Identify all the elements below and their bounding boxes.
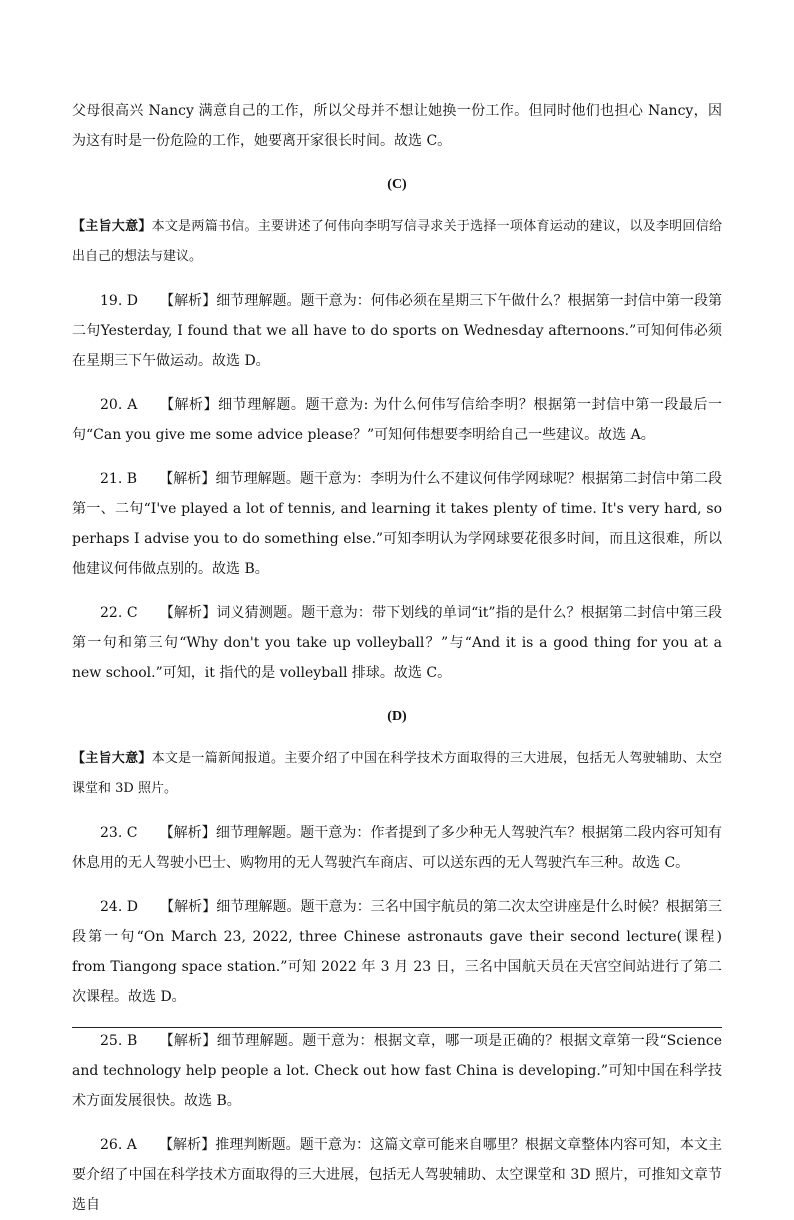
analysis-tag: 【解析】	[159, 471, 216, 487]
answer-number: 19. D	[100, 293, 138, 309]
summary-tag: 【主旨大意】	[72, 751, 152, 766]
summary-text: 本文是两篇书信。主要讲述了何伟向李明写信寻求关于选择一项体育运动的建议，以及李明回信给出自己的想法与建议。	[72, 219, 722, 264]
answer-text: 细节理解题。题干意为：何伟必须在星期三下午做什么？根据第一封信中第一段第二句Yesterday, I found that we all have to do sports on Wednesday afternoons.”可知何伟必须在星期三下午做运动。故选 D。	[72, 293, 722, 369]
analysis-tag: 【解析】	[160, 293, 217, 309]
footer-divider	[72, 1027, 722, 1028]
answer-paragraph	[72, 286, 722, 376]
summary-paragraph	[72, 744, 722, 804]
answer-text: 细节理解题。题干意为：根据文章，哪一项是正确的？根据文章第一段“Science and technology help people a lot. Check out how fast China is developing.”可知中国在科学技术方面发展很快。故选 B。	[72, 1033, 722, 1109]
answer-paragraph	[72, 390, 722, 450]
answer-paragraph	[72, 1130, 722, 1220]
answer-number: 21. B	[100, 471, 138, 487]
answer-text: 词义猜测题。题干意为：带下划线的单词“it”指的是什么？根据第二封信中第三段第一句和第三句“Why don't you take up volleyball？”与“And it is a good thing for you at a new school.”可知，it 指代的是 volleyball 排球。故选 C。	[72, 605, 723, 681]
answer-text: 推理判断题。题干意为：这篇文章可能来自哪里？根据文章整体内容可知，本文主要介绍了中国在科学技术方面取得的三大进展，包括无人驾驶辅助、太空课堂和 3D 照片，可推知文章节选自	[72, 1137, 723, 1213]
answer-number: 26. A	[100, 1137, 137, 1153]
answer-paragraph	[72, 1026, 722, 1116]
answer-number: 23. C	[100, 825, 138, 841]
analysis-tag: 【解析】	[159, 1033, 217, 1049]
section-heading: (C)	[387, 177, 407, 192]
summary-text: 本文是一篇新闻报道。主要介绍了中国在科学技术方面取得的三大进展，包括无人驾驶辅助、太空课堂和 3D 照片。	[72, 751, 722, 796]
answer-number: 22. C	[100, 605, 138, 621]
answer-text: 细节理解题。题干意为：作者提到了多少种无人驾驶汽车？根据第二段内容可知有休息用的无人驾驶小巴士、购物用的无人驾驶汽车商店、可以送东西的无人驾驶汽车三种。故选 C。	[72, 825, 722, 871]
answer-text: 细节理解题。题干意为：李明为什么不建议何伟学网球呢？根据第二封信中第二段第一、二句“I've played a lot of tennis, and learning it takes plenty of time. It's very hard, so perhaps I advise you to do something else.”可知李明认为学网球要花很多时间，而且这很难，所以他建议何伟做点别的。故选 B。	[72, 471, 722, 577]
answer-number: 20. A	[100, 397, 138, 413]
answer-paragraph	[72, 818, 722, 878]
analysis-tag: 【解析】	[159, 605, 217, 621]
answer-text: 细节理解题。题干意为: 为什么何伟写信给李明？根据第一封信中第一段最后一句“Can you give me some advice please？”可知何伟想要李明给自己一些建议。故选 A。	[72, 397, 723, 443]
analysis-tag: 【解析】	[160, 899, 217, 915]
section-heading: (D)	[387, 709, 407, 724]
answer-paragraph	[72, 598, 722, 688]
section-d	[72, 702, 722, 1220]
analysis-tag: 【解析】	[159, 397, 219, 413]
summary-tag: 【主旨大意】	[72, 219, 152, 234]
answer-number: 25. B	[100, 1033, 138, 1049]
analysis-tag: 【解析】	[159, 825, 216, 841]
answer-number: 24. D	[100, 899, 138, 915]
intro-paragraph: 父母很高兴 Nancy 满意自己的工作，所以父母并不想让她换一份工作。但同时他们也担心 Nancy，因为这有时是一份危险的工作，她要离开家很长时间。故选 C。	[72, 103, 722, 149]
answer-text: 细节理解题。题干意为：三名中国宇航员的第二次太空讲座是什么时候？根据第三段第一句“On March 23, 2022, three Chinese astronauts gave their second lecture(课程) from Tiangong space station.”可知 2022 年 3 月 23 日，三名中国航天员在天宫空间站进行了第二次课程。故选 D。	[72, 899, 722, 1005]
summary-paragraph	[72, 212, 722, 272]
answer-paragraph	[72, 892, 722, 1012]
section-c	[72, 170, 722, 688]
answer-paragraph	[72, 464, 722, 584]
analysis-tag: 【解析】	[158, 1137, 216, 1153]
